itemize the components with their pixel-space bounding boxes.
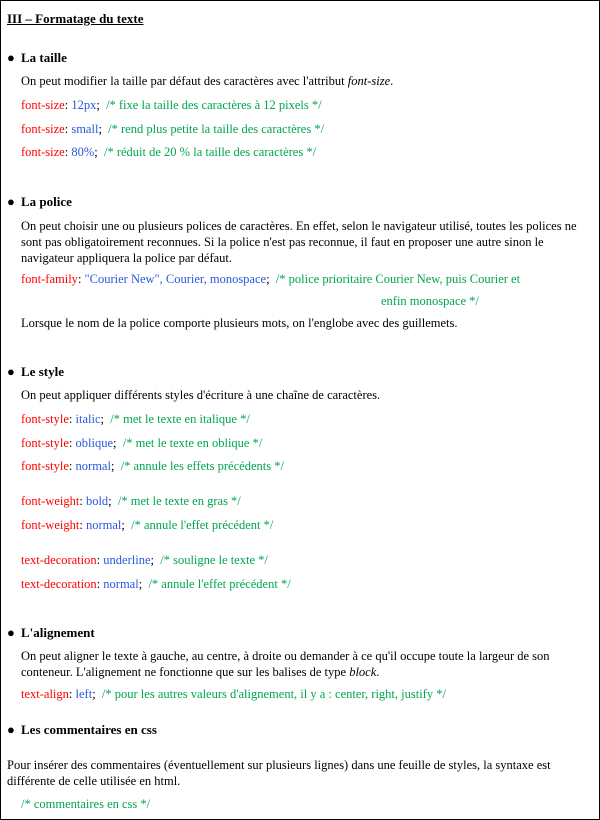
css-comment: /* commentaires en css */ (21, 797, 151, 811)
page-title: III – Formatage du texte (7, 11, 144, 26)
code-line: font-weight: normal; /* annule l'effet précédent */ (21, 518, 274, 532)
section-heading-style (7, 364, 64, 380)
bullet-icon: ● (7, 50, 15, 65)
css-comment: /* annule l'effet précédent */ (148, 577, 291, 591)
css-value: underline (103, 553, 151, 567)
css-property: font-size (21, 98, 65, 112)
intro-text: . (376, 665, 380, 679)
css-property: font-style (21, 412, 69, 426)
css-property: font-size (21, 122, 65, 136)
code-line: font-size: small; /* rend plus petite la taille des caractères */ (21, 122, 325, 136)
css-property: font-weight (21, 518, 80, 532)
css-value: normal (103, 577, 139, 591)
css-value: italic (75, 412, 101, 426)
section-heading-commentaires (7, 722, 157, 738)
css-comment: /* annule l'effet précédent */ (131, 518, 274, 532)
css-property: font-size (21, 145, 65, 159)
intro-text: . (390, 74, 394, 88)
css-property: text-align (21, 687, 69, 701)
police-intro: On peut choisir une ou plusieurs polices de caractères. En effet, selon le navigateur utilisé, toutes les polices ne sont pas obligatoirement reconnues. Si la police n'est pas reconnue, il faut en proposer une autre sinon le navigateur appliquera la police par défaut. (21, 219, 577, 265)
css-property: font-style (21, 436, 69, 450)
style-intro: On peut appliquer différents styles d'écriture à une chaîne de caractères. (21, 388, 381, 402)
css-comment: /* annule les effets précédents */ (120, 459, 284, 473)
section-heading-taille (7, 50, 67, 66)
code-line: text-decoration: normal; /* annule l'effet précédent */ (21, 577, 291, 591)
bullet-icon: ● (7, 625, 15, 640)
css-value: normal (85, 518, 122, 532)
css-comment: /* met le texte en oblique */ (122, 436, 263, 450)
code-line: font-style: normal; /* annule les effets précédents */ (21, 459, 284, 473)
commentaires-intro: Pour insérer des commentaires (éventuellement sur plusieurs lignes) dans une feuille de styles, la syntaxe est différente de celle utilisée en html. (7, 758, 551, 788)
intro-text: On peut modifier la taille par défaut des caractères avec l'attribut (21, 74, 348, 88)
code-line-continuation (381, 293, 479, 309)
intro-emphasis: block (349, 665, 377, 679)
css-property: font-weight (21, 494, 80, 508)
section-heading-label: La taille (21, 50, 67, 65)
alignement-intro (21, 648, 587, 680)
code-line: font-family: "Courier New", Courier, monospace; /* police prioritaire Courier New, puis Courier et (21, 272, 521, 286)
intro-emphasis: font-size (347, 74, 391, 88)
css-value: small (71, 122, 99, 136)
css-comment: /* rend plus petite la taille des caractères */ (108, 122, 325, 136)
css-value: 80% (71, 145, 95, 159)
section-heading-label: Les commentaires en css (21, 722, 157, 737)
css-value: 12px (71, 98, 97, 112)
css-property: font-style (21, 459, 69, 473)
css-property: text-decoration (21, 577, 97, 591)
section-heading-label: L'alignement (21, 625, 95, 640)
code-line: font-style: oblique; /* met le texte en oblique */ (21, 436, 263, 450)
css-comment: /* fixe la taille des caractères à 12 pixels */ (106, 98, 322, 112)
section-heading-label: La police (21, 194, 72, 209)
intro-text: On peut aligner le texte à gauche, au centre, à droite ou demander à ce qu'il occupe toute la largeur de son conteneur. L'alignement ne fonctionne que sur les balises de type (21, 649, 550, 679)
css-comment: /* souligne le texte */ (160, 553, 268, 567)
code-line: text-decoration: underline; /* souligne le texte */ (21, 553, 268, 567)
code-line (21, 796, 150, 812)
police-note: Lorsque le nom de la police comporte plusieurs mots, on l'englobe avec des guillemets. (21, 316, 458, 330)
css-property: text-decoration (21, 553, 97, 567)
css-value: left (75, 687, 93, 701)
css-value: "Courier New", Courier, monospace (84, 272, 267, 286)
css-comment: /* réduit de 20 % la taille des caractères */ (104, 145, 317, 159)
code-line: font-style: italic; /* met le texte en italique */ (21, 412, 250, 426)
taille-intro (21, 73, 587, 89)
css-comment: /* met le texte en gras */ (117, 494, 241, 508)
section-heading-label: Le style (21, 364, 64, 379)
css-value: bold (85, 494, 109, 508)
code-line: font-size: 12px; /* fixe la taille des caractères à 12 pixels */ (21, 98, 322, 112)
code-line: font-weight: bold; /* met le texte en gras */ (21, 494, 241, 508)
section-heading-police (7, 194, 72, 210)
css-value: oblique (75, 436, 114, 450)
css-property: font-family (21, 272, 78, 286)
bullet-icon: ● (7, 194, 15, 209)
section-heading-alignement (7, 625, 95, 641)
css-value: normal (75, 459, 111, 473)
css-comment: /* met le texte en italique */ (110, 412, 250, 426)
code-line: text-align: left; /* pour les autres valeurs d'alignement, il y a : center, right, justify */ (21, 687, 446, 701)
bullet-icon: ● (7, 364, 15, 379)
css-comment: /* pour les autres valeurs d'alignement, il y a : center, right, justify */ (101, 687, 446, 701)
code-line: font-size: 80%; /* réduit de 20 % la taille des caractères */ (21, 145, 317, 159)
css-comment: enfin monospace */ (381, 294, 479, 308)
css-comment: /* police prioritaire Courier New, puis Courier et (275, 272, 521, 286)
bullet-icon: ● (7, 722, 15, 737)
